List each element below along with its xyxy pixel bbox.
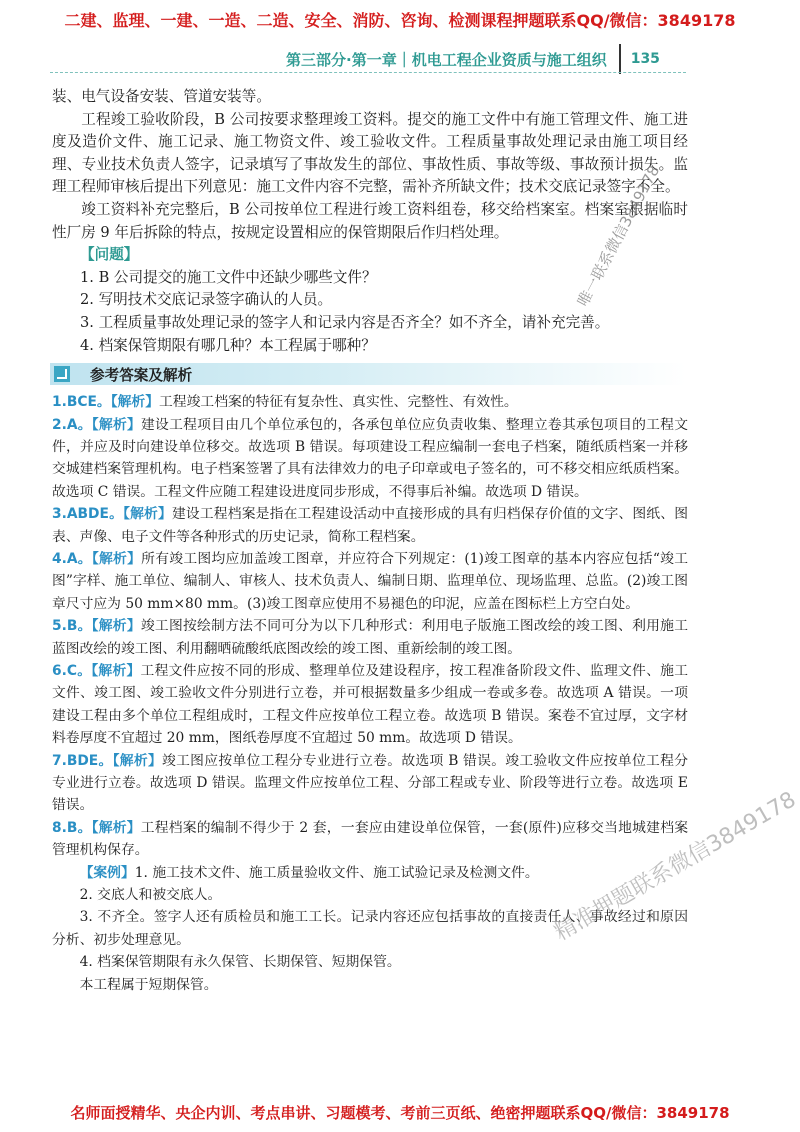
header-divider [619, 44, 621, 74]
case-answer-line: 本工程属于短期保管。 [79, 976, 218, 993]
answer-text: 所有竣工图均应加盖竣工图章，并应符合下列规定：(1)竣工图章的基本内容应包括“竣工图”字样、施工单位、编制人、审核人、技术负责人、编制日期、监理单位、现场监理、总监。(2)竣工图章尺寸应为 50 mm×80 mm。(3)竣工图章应使用不易褪色的印泥，应盖在图标栏上方空白处。 [52, 550, 688, 612]
answer-number: 2. [52, 416, 67, 433]
analysis-tag: 【解析】 [112, 752, 163, 769]
chapter-title: 第三部分·第一章｜机电工程企业资质与施工组织 [286, 50, 607, 69]
analysis-tag: 【解析】 [91, 618, 141, 635]
answer-letters: A。 [66, 550, 92, 567]
answer-number: 7. [52, 752, 67, 769]
answer-text: 竣工图按绘制方法不同可分为以下几种形式：利用电子版施工图改绘的竣工图、利用施工蓝图改绘的竣工图、利用翻晒硫酸纸底图改绘的竣工图、重新绘制的竣工图。 [52, 618, 688, 657]
answer-number: 1. [52, 394, 67, 411]
analysis-tag: 【解析】 [110, 394, 160, 411]
answers-heading: 参考答案及解析 [90, 366, 193, 384]
answer-letters: BDE。 [66, 752, 113, 769]
analysis-tag: 【解析】 [91, 416, 142, 433]
answer-text: 工程档案的编制不得少于 2 套，一套应由建设单位保管，一套(原件)应移交当地城建档案管理机构保存。 [52, 819, 688, 859]
answer-item [52, 548, 688, 615]
answer-number: 5. [52, 618, 67, 635]
answer-arrow-icon [54, 366, 70, 382]
case-paragraph: 装、电气设备安装、管道安装等。 [52, 88, 271, 105]
case-answer-line: 2. 交底人和被交底人。 [79, 887, 222, 904]
answer-letters: A。 [66, 416, 92, 433]
case-answer-line: 3. 不齐全。签字人还有质检员和施工工长。记录内容还应包括事故的直接责任人、事故经过和原因分析、初步处理意见。 [52, 909, 688, 948]
answer-item [52, 660, 688, 750]
case-answer-line [52, 862, 688, 884]
analysis-tag: 【解析】 [91, 550, 142, 567]
analysis-tag: 【解析】 [123, 506, 172, 523]
watermark-contact: 唯一联系微信3849178 [573, 162, 664, 310]
analysis-tag: 【解析】 [91, 663, 141, 679]
answer-text: 工程竣工档案的特征有复杂性、真实性、完整性、有效性。 [159, 394, 518, 411]
answer-number: 6. [52, 663, 67, 679]
answer-text: 工程文件应按不同的形成、整理单位及建设程序，按工程准备阶段文件、监理文件、施工文件、竣工图、竣工验收文件分别进行立卷，并可根据数量多少组成一卷或多卷。故选项 A 错误。一项建设工程由多个单位工程组成时，工程文件应按单位工程立卷。故选项 B 错误。案卷不宜过厚，文字材料卷厚度不宜超过 20 mm，图纸卷厚度不宜超过 50 mm。故选项 D 错误。 [52, 663, 688, 747]
bottom-promo-banner: 名师面授精华、央企内训、考点串讲、习题模考、考前三页纸、绝密押题联系QQ/微信：3849178 [70, 1104, 730, 1122]
watermark-promo: 精准押题联系微信3849178 [550, 787, 800, 946]
questions-heading: 【问题】 [80, 246, 139, 264]
running-header [286, 46, 660, 72]
answer-item [52, 615, 688, 660]
header-rule [50, 72, 686, 73]
answer-item [52, 503, 688, 548]
case-paragraph: 竣工资料补充完整后，B 公司按单位工程进行竣工资料组卷，移交给档案室。档案室根据临时性厂房 9 年后拆除的特点，按规定设置相应的保管期限后作归档处理。 [52, 200, 688, 241]
case-tag: 【案例】 [79, 864, 135, 881]
case-answer-line: 4. 档案保管期限有永久保管、长期保管、短期保管。 [79, 954, 401, 971]
question-item: 4. 档案保管期限有哪几种？本工程属于哪种？ [80, 336, 376, 354]
case-answer-text: 1. 施工技术文件、施工质量验收文件、施工试验记录及检测文件。 [134, 864, 539, 881]
question-item: 1. B 公司提交的施工文件中还缺少哪些文件？ [80, 268, 377, 286]
answer-number: 3. [52, 506, 67, 523]
answer-letters: B。 [66, 618, 92, 635]
question-item: 3. 工程质量事故处理记录的签字人和记录内容是否齐全？如不齐全，请补充完善。 [80, 313, 610, 331]
answer-letters: B。 [66, 819, 92, 836]
answer-letters: C。 [66, 663, 92, 679]
answer-text: 建设工程项目由几个单位承包的，各承包单位应负责收集、整理立卷其承包项目的工程文件，并应及时向建设单位移交。故选项 B 错误。每项建设工程应编制一套电子档案，随纸质档案一并移交城建档案管理机构。电子档案签署了具有法律效力的电子印章或电子签名的，可不移交相应纸质档案。故选项 C 错误。工程文件应随工程建设进度同步形成，不得事后补编。故选项 D 错误。 [52, 416, 688, 500]
page-body [52, 86, 688, 996]
answer-letters: BCE。 [66, 394, 111, 411]
answers-section-header [50, 363, 686, 385]
answer-text: 竣工图应按单位工程分专业进行立卷。故选项 B 错误。竣工验收文件应按单位工程分专业进行立卷。故选项 D 错误。监理文件应按单位工程、分部工程或专业、阶段等进行立卷。故选项 E 错误。 [52, 752, 688, 814]
analysis-tag: 【解析】 [91, 819, 141, 836]
answer-number: 4. [52, 550, 67, 567]
answer-item [52, 414, 688, 504]
page-number: 135 [630, 51, 660, 67]
answer-item [52, 750, 688, 817]
answer-number: 8. [52, 819, 67, 836]
question-item: 2. 写明技术交底记录签字确认的人员。 [80, 291, 333, 309]
case-paragraph: 工程竣工验收阶段，B 公司按要求整理竣工资料。提交的施工文件中有施工管理文件、施工进度及造价文件、施工记录、施工物资文件、竣工验收文件。工程质量事故处理记录由施工项目经理、专业技术负责人签字，记录填写了事故发生的部位、事故性质、事故等级、事故预计损失。监理工程师审核后提出下列意见：施工文件内容不完整，需补齐所缺文件；技术交底记录签字不全。 [52, 110, 688, 196]
top-promo-banner: 二建、监理、一建、一造、二造、安全、消防、咨询、检测课程押题联系QQ/微信：3849178 [64, 11, 736, 30]
answer-letters: ABDE。 [66, 506, 124, 523]
answer-item [52, 391, 688, 413]
answer-text: 建设工程档案是指在工程建设活动中直接形成的具有归档保存价值的文字、图纸、图表、声像、电子文件等各种形式的历史记录，简称工程档案。 [52, 506, 689, 545]
answer-item [52, 817, 688, 862]
